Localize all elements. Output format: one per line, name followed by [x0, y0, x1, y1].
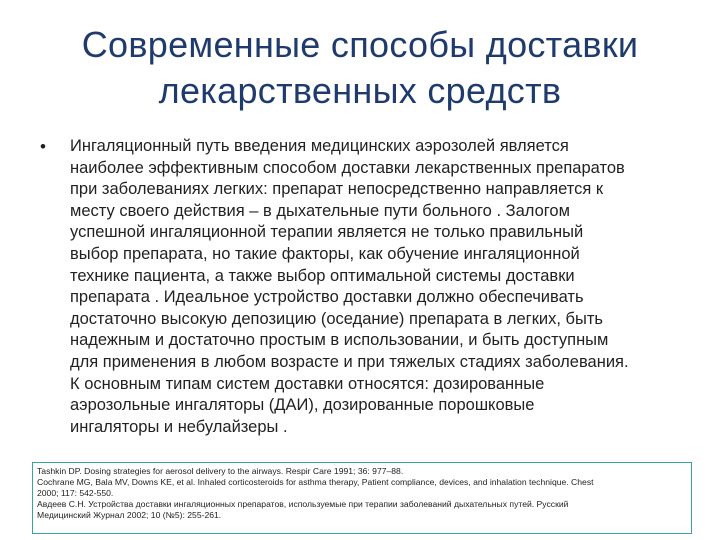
- reference-line: Авдеев С.Н. Устройства доставки ингаляционных препаратов, используемые при терапии заболеваний дыхательных путей. Русский: [37, 499, 569, 509]
- body-line: ингаляторы и небулайзеры .: [70, 417, 288, 436]
- bullet-marker: •: [40, 137, 46, 156]
- body-line: выбор препарата, но такие факторы, как обучение ингаляционной: [70, 244, 580, 263]
- reference-line: Cochrane MG, Bala MV, Downs KE, et al. Inhaled corticosteroids for asthma therapy, Patient compliance, devices, and inhalation technique. Chest: [37, 477, 594, 487]
- body-line: аэрозольные ингаляторы (ДАИ), дозированные порошковые: [70, 396, 535, 415]
- body-line: достаточно высокую депозицию (оседание) препарата в легких, быть: [70, 309, 604, 328]
- body-line: надежным и достаточно простым в использовании, и быть доступным: [70, 331, 609, 350]
- body-line: технике пациента, а также выбор оптимальной системы доставки: [70, 266, 575, 285]
- slide-title-line-2: лекарственных средств: [158, 70, 562, 111]
- bullet-text: [70, 136, 700, 438]
- body-line: наиболее эффективным способом доставки лекарственных препаратов: [70, 158, 625, 177]
- slide-title: [40, 22, 680, 114]
- body-line: препарата . Идеальное устройство доставки должно обеспечивать: [70, 288, 584, 307]
- body-line: при заболеваниях легких: препарат непосредственно направляется к: [70, 180, 604, 199]
- body-line: успешной ингаляционной терапии является не только правильный: [70, 223, 584, 242]
- body-line: для применения в любом возрасте и при тяжелых стадиях заболевания.: [70, 352, 629, 371]
- reference-line: Tashkin DP. Dosing strategies for aerosol delivery to the airways. Respir Care 1991; 36: 977–88.: [37, 466, 404, 476]
- reference-line: Медицинский Журнал 2002; 10 (№5): 255-261.: [37, 510, 222, 520]
- body-line: Ингаляционный путь введения медицинских аэрозолей является: [70, 137, 569, 155]
- body-line: месту своего действия – в дыхательные пути больного . Залогом: [70, 201, 570, 220]
- reference-line: 2000; 117: 542-550.: [37, 488, 114, 498]
- slide-title-line-1: Современные способы доставки: [81, 24, 639, 65]
- references-box: [32, 462, 692, 534]
- body-line: К основным типам систем доставки относятся: дозированные: [70, 374, 545, 393]
